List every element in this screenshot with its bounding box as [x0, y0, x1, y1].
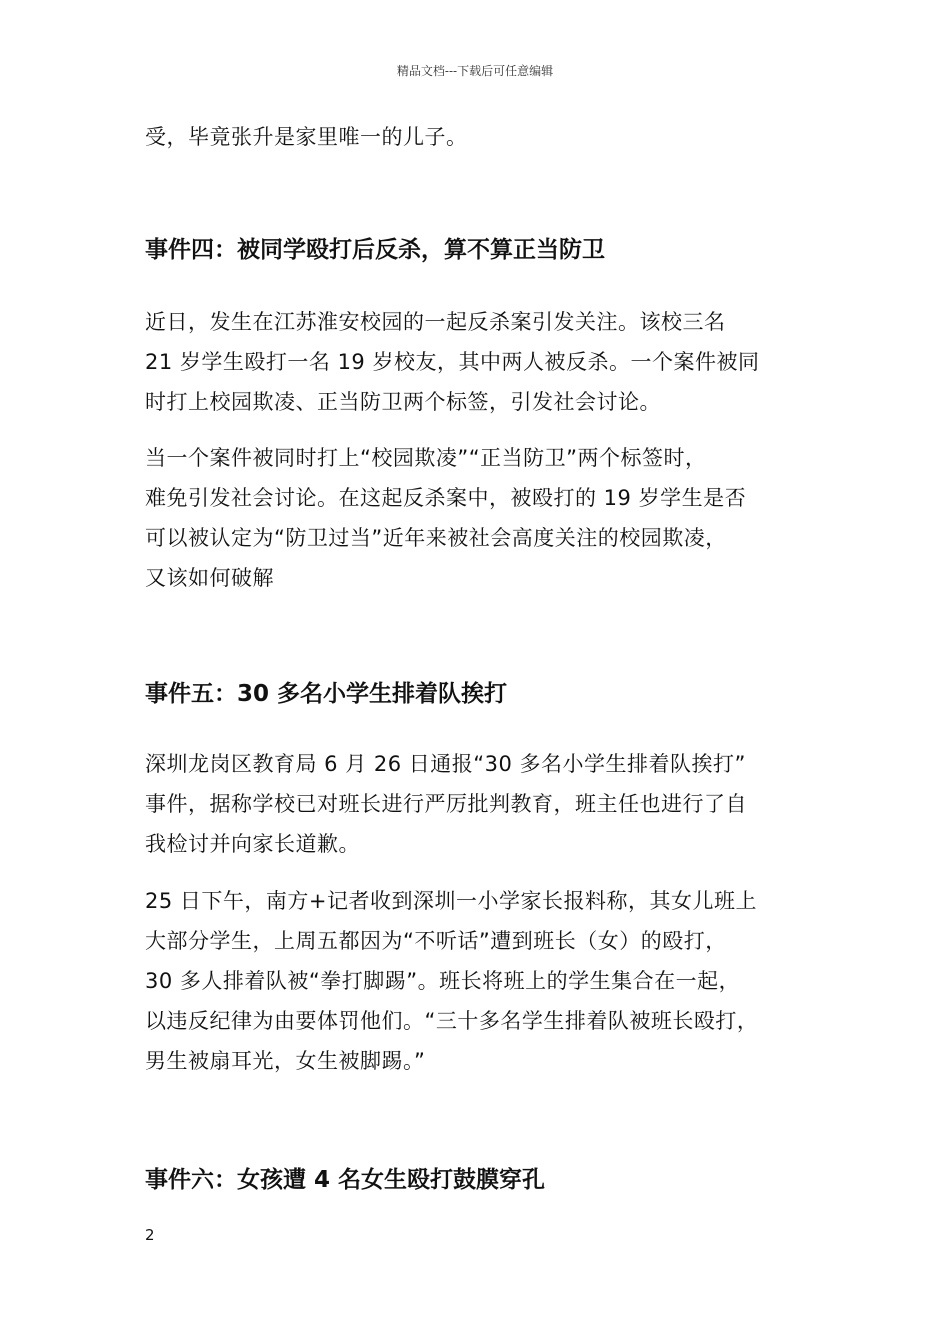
text-line: 时打上校园欺凌、正当防卫两个标签，引发社会讨论。	[145, 390, 661, 414]
text-line: 以违反纪律为由要体罚他们。“三十多名学生排着队被班长殴打，	[145, 1009, 759, 1033]
text-line: 近日，发生在江苏淮安校园的一起反杀案引发关注。该校三名	[145, 310, 726, 334]
page-number: 2	[145, 1226, 155, 1244]
text-line: 我检讨并向家长道歉。	[145, 832, 360, 856]
text-line: 难免引发社会讨论。在这起反杀案中，被殴打的 19 岁学生是否	[145, 486, 747, 510]
paragraph-event-five-report	[145, 744, 835, 864]
text-line: 深圳龙岗区教育局 6 月 26 日通报“30 多名小学生排着队挨打”	[145, 752, 746, 776]
heading-event-four: 事件四：被同学殴打后反杀，算不算正当防卫	[145, 237, 605, 263]
text-line: 25 日下午，南方+记者收到深圳一小学家长报料称，其女儿班上	[145, 889, 757, 913]
text-line: 大部分学生，上周五都因为“不听话”遭到班长（女）的殴打，	[145, 929, 727, 953]
text-line: 当一个案件被同时打上“校园欺凌”“正当防卫”两个标签时，	[145, 446, 707, 470]
text-line: 又该如何破解	[145, 566, 274, 590]
paragraph-continuation	[145, 117, 835, 157]
paragraph-event-four-discussion	[145, 438, 835, 598]
text-line: 可以被认定为“防卫过当”近年来被社会高度关注的校园欺凌，	[145, 526, 727, 550]
text-line: 30 多人排着队被“拳打脚踢”。班长将班上的学生集合在一起，	[145, 969, 741, 993]
heading-event-five: 事件五：30 多名小学生排着队挨打	[145, 681, 508, 707]
page-header: 精品文档---下载后可任意编辑	[396, 64, 554, 78]
text-line: 21 岁学生殴打一名 19 岁校友，其中两人被反杀。一个案件被同	[145, 350, 760, 374]
text-line: 事件，据称学校已对班长进行严厉批判教育，班主任也进行了自	[145, 792, 747, 816]
paragraph-event-five-details	[145, 881, 835, 1081]
text-line: 男生被扇耳光，女生被脚踢。”	[145, 1049, 426, 1073]
text-line: 受，毕竟张升是家里唯一的儿子。	[145, 125, 468, 149]
heading-event-six: 事件六：女孩遭 4 名女生殴打鼓膜穿孔	[145, 1167, 546, 1193]
paragraph-event-four-summary	[145, 302, 835, 422]
